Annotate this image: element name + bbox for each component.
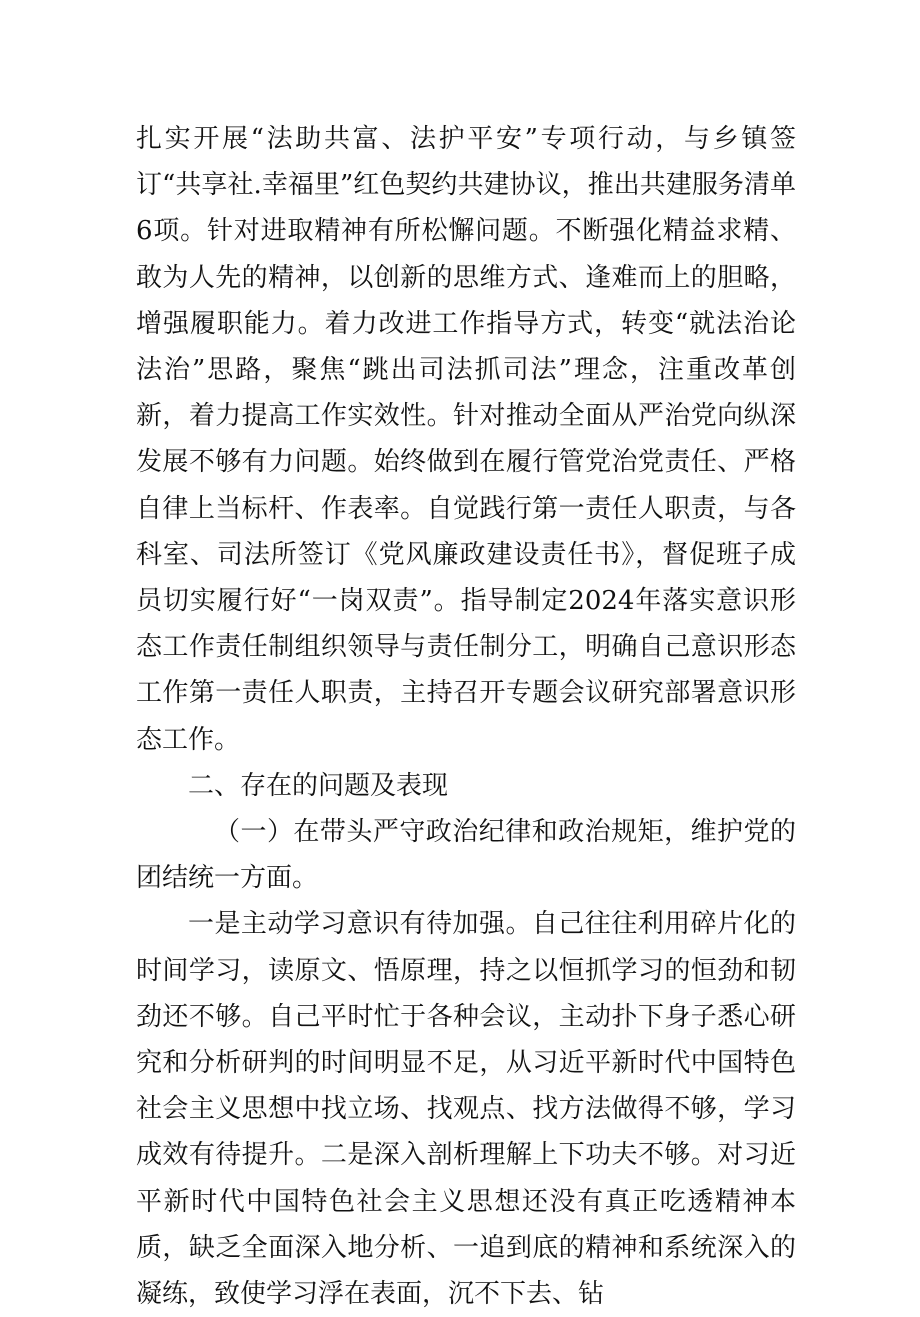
body-paragraph-2: 一是主动学习意识有待加强。自己往往利用碎片化的时间学习，读原文、悟原理，持之以恒抓学习的恒劲和韧劲还不够。自己平时忙于各种会议，主动扑下身子悉心研究和分析研判的时间明显不足，从习近平新时代中国特色社会主义思想中找立场、找观点、找方法做得不够，学习成效有待提升。二是深入剖析理解上下功夫不够。对习近平新时代中国特色社会主义思想还没有真正吃透精神本质，缺乏全面深入地分析、一追到底的精神和系统深入的凝练，致使学习浮在表面，沉不下去、钻 xyxy=(136,909,796,1310)
document-page xyxy=(136,116,796,1317)
body-paragraph-1: 扎实开展“法助共富、法护平安”专项行动，与乡镇签订“共享社.幸福里”红色契约共建协议，推出共建服务清单6项。针对进取精神有所松懈问题。不断强化精益求精、敢为人先的精神，以创新的思维方式、逢难而上的胆略，增强履职能力。着力改进工作指导方式，转变“就法治论法治”思路，聚焦“跳出司法抓司法”理念，注重改革创新，着力提高工作实效性。针对推动全面从严治党向纵深发展不够有力问题。始终做到在履行管党治党责任、严格自律上当标杆、作表率。自觉践行第一责任人职责，与各科室、司法所签订《党风廉政建设责任书》，督促班子成员切实履行好“一岗双责”。指导制定2024年落实意识形态工作责任制组织领导与责任制分工，明确自己意识形态工作第一责任人职责，主持召开专题会议研究部署意识形态工作。 xyxy=(136,124,796,755)
section-heading-problems: 二、存在的问题及表现 xyxy=(188,770,449,801)
subsection-heading-1: （一）在带头严守政治纪律和政治规矩，维护党的团结统一方面。 xyxy=(136,817,796,894)
